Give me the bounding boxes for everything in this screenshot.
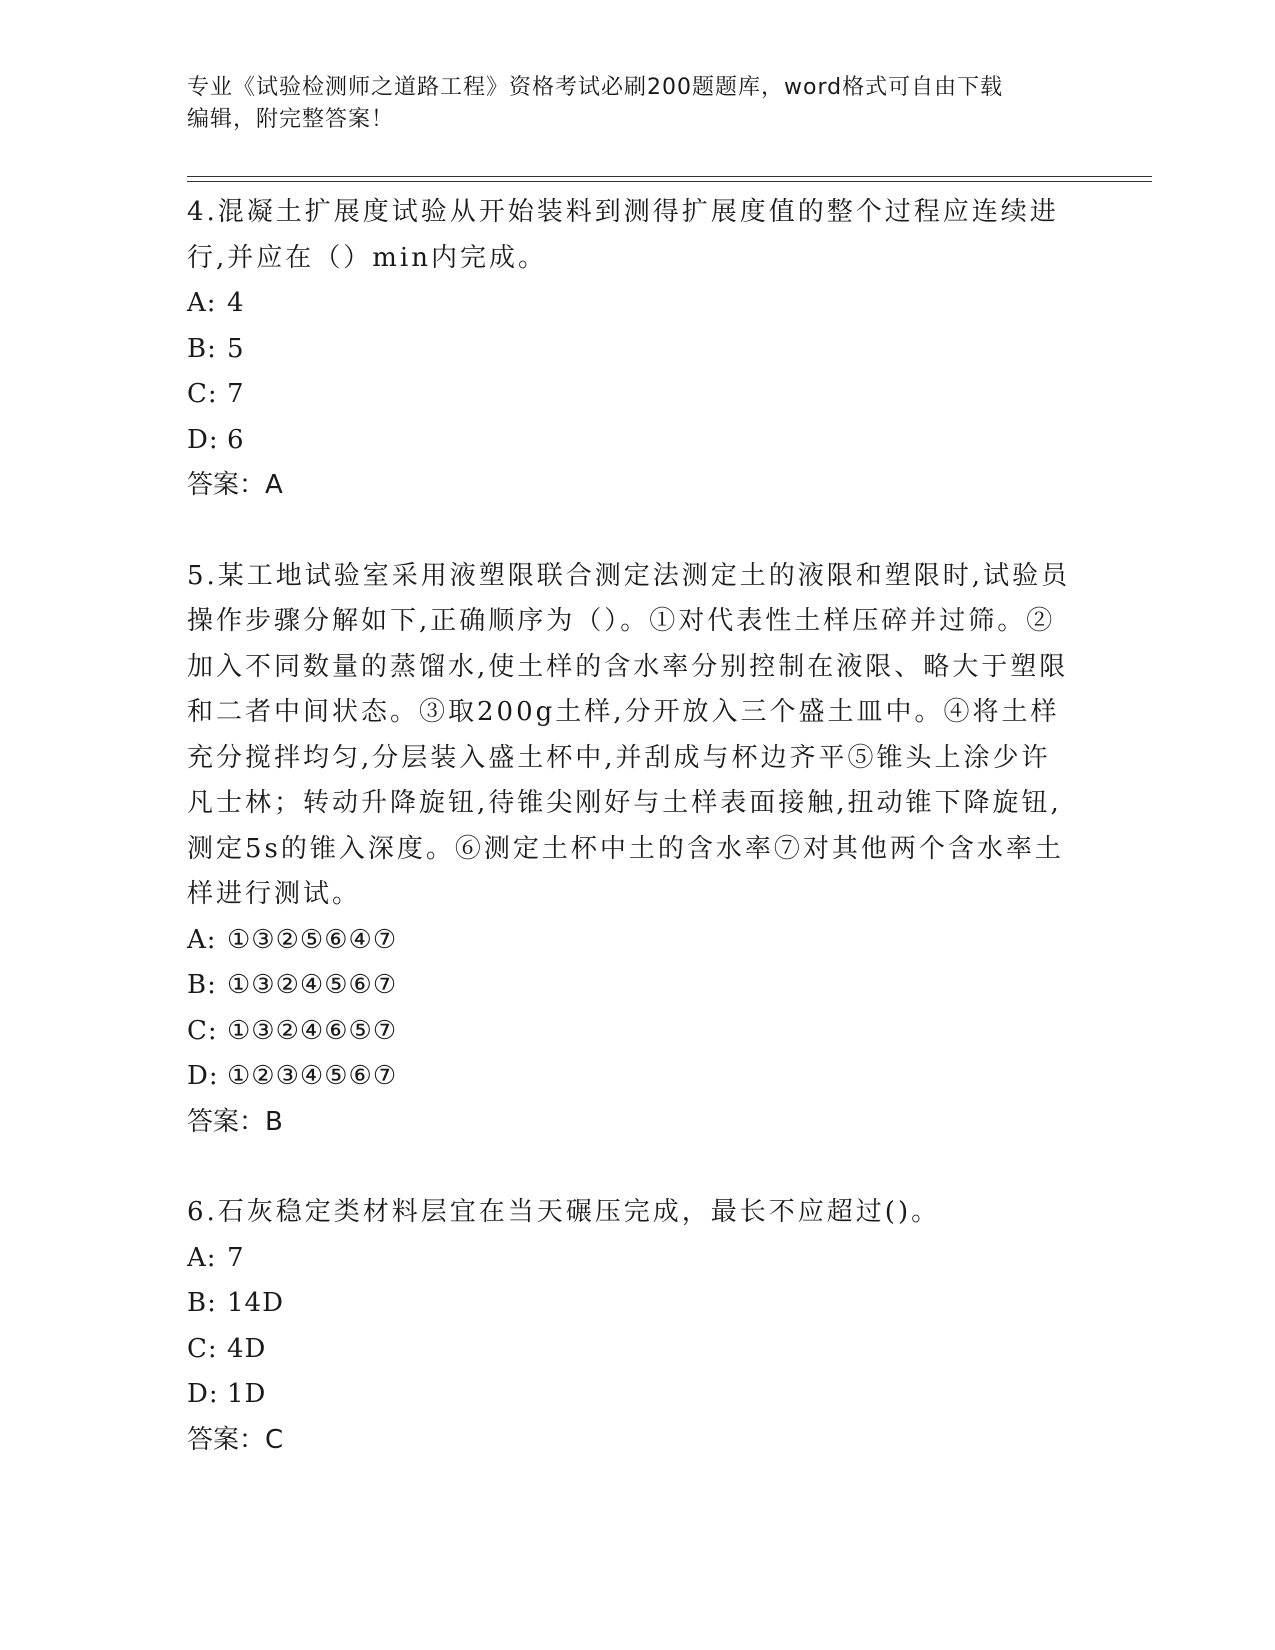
option-letter: A: (187, 1242, 217, 1273)
option-value: 7 (227, 1242, 245, 1273)
option-value: 4 (227, 288, 245, 318)
question-6-option-d (187, 1372, 1087, 1418)
question-list (187, 190, 1087, 1463)
question-5-option-b (187, 963, 1087, 1009)
option-letter: C: (187, 379, 218, 409)
option-value: 4D (227, 1333, 267, 1364)
question-6-option-a (187, 1236, 1087, 1282)
header-line-1: 专业《试验检测师之道路工程》资格考试必刷200题题库，word格式可自由下载 (187, 75, 1004, 100)
question-4-option-c (187, 372, 1087, 418)
option-letter: D: (187, 424, 219, 455)
question-4-option-d (187, 418, 1087, 464)
question-6-answer: 答案：C (187, 1424, 284, 1455)
header-divider-bottom (187, 181, 1152, 182)
question-6-option-c (187, 1327, 1087, 1373)
option-value: 7 (227, 379, 245, 409)
option-value: 6 (227, 424, 245, 455)
question-5 (187, 554, 1087, 1146)
question-5-answer: 答案：B (187, 1106, 283, 1137)
question-5-option-d (187, 1054, 1087, 1100)
option-letter: D: (187, 1061, 219, 1091)
question-6 (187, 1190, 1087, 1463)
document-header (187, 72, 1067, 136)
option-value: 1D (227, 1379, 267, 1409)
question-5-line-5: 充分搅拌均匀,分层装入盛土杯中,并刮成与杯边齐平⑤锥头上涂少许 (187, 742, 1051, 773)
header-line-2: 编辑，附完整答案！ (187, 107, 395, 132)
option-letter: B: (187, 1288, 217, 1318)
question-4-option-b (187, 327, 1087, 373)
option-value: 14D (227, 1288, 284, 1318)
question-5-line-4: 和二者中间状态。③取200g土样,分开放入三个盛土皿中。④将土样 (187, 697, 1060, 727)
option-value: 5 (227, 333, 245, 364)
question-5-line-6: 凡士林；转动升降旋钮,待锥尖刚好与土样表面接触,扭动锥下降旋钮, (187, 788, 1062, 818)
option-letter: D: (187, 1379, 219, 1409)
option-letter: C: (187, 1333, 218, 1364)
question-6-option-b (187, 1281, 1087, 1327)
option-letter: A: (187, 288, 217, 318)
question-5-option-a (187, 918, 1087, 964)
option-letter: A: (187, 924, 217, 955)
option-value: ①③②⑤⑥④⑦ (227, 924, 398, 955)
question-5-option-c (187, 1009, 1087, 1055)
option-letter: B: (187, 333, 217, 364)
question-5-line-2: 操作步骤分解如下,正确顺序为（）。①对代表性土样压碎并过筛。② (187, 606, 1056, 636)
question-4-option-a (187, 281, 1087, 327)
question-5-line-1: 5.某工地试验室采用液塑限联合测定法测定土的液限和塑限时,试验员 (187, 560, 1071, 591)
spacer (187, 509, 1087, 554)
option-value: ①③②④⑥⑤⑦ (227, 1015, 398, 1046)
question-4-line-2: 行,并应在（）min内完成。 (187, 242, 547, 273)
option-letter: C: (187, 1015, 218, 1046)
question-4-line-1: 4.混凝土扩展度试验从开始装料到测得扩展度值的整个过程应连续进 (187, 197, 1059, 227)
option-value: ①③②④⑤⑥⑦ (227, 970, 398, 1000)
question-4-answer: 答案：A (187, 470, 283, 500)
spacer (187, 1145, 1087, 1190)
header-divider-top (187, 176, 1152, 177)
question-4 (187, 190, 1087, 509)
option-letter: B: (187, 970, 217, 1000)
question-6-line-1: 6.石灰稳定类材料层宜在当天碾压完成，最长不应超过()。 (187, 1197, 941, 1227)
question-5-line-8: 样进行测试。 (187, 879, 362, 909)
option-value: ①②③④⑤⑥⑦ (227, 1061, 398, 1091)
question-5-line-7: 测定5s的锥入深度。⑥测定土杯中土的含水率⑦对其他两个含水率土 (187, 833, 1064, 864)
question-5-line-3: 加入不同数量的蒸馏水,使土样的含水率分别控制在液限、略大于塑限 (187, 651, 1069, 682)
